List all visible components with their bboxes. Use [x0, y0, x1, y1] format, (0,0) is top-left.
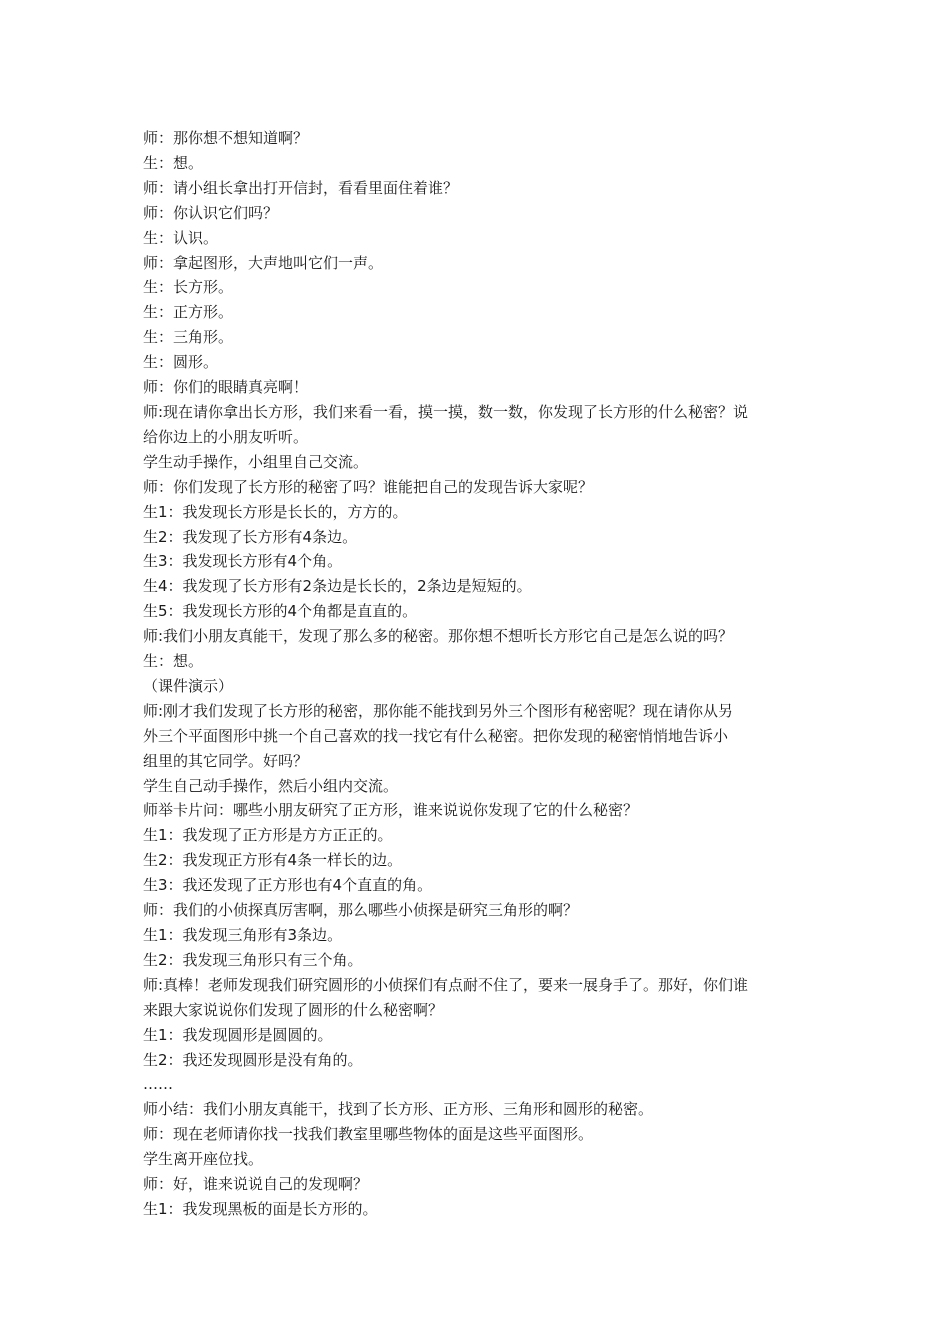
text-line: 生1：我发现圆形是圆圆的。: [143, 1025, 333, 1044]
text-line: 外三个平面图形中挑一个自己喜欢的找一找它有什么秘密。把你发现的秘密悄悄地告诉小: [143, 726, 729, 745]
text-line: 师：好，谁来说说自己的发现啊？: [143, 1175, 369, 1194]
text-line: 师举卡片问：哪些小朋友研究了正方形，谁来说说你发现了它的什么秘密？: [143, 801, 639, 820]
text-line: 师：拿起图形，大声地叫它们一声。: [143, 253, 384, 272]
text-line: 师:我们小朋友真能干，发现了那么多的秘密。那你想不想听长方形它自己是怎么说的吗？: [143, 627, 734, 646]
text-line: 生4：我发现了长方形有2条边是长长的，2条边是短短的。: [143, 577, 532, 596]
text-line: 给你边上的小朋友听听。: [143, 427, 309, 446]
text-line: 师小结：我们小朋友真能干，找到了长方形、正方形、三角形和圆形的秘密。: [143, 1100, 654, 1119]
text-line: 生：圆形。: [143, 353, 219, 372]
text-line: 生1：我发现长方形是长长的，方方的。: [143, 502, 408, 521]
text-line: ……: [143, 1075, 173, 1094]
text-line: 师:真棒！老师发现我们研究圆形的小侦探们有点耐不住了，要来一展身手了。那好，你们谁: [143, 975, 749, 994]
text-line: 学生自己动手操作，然后小组内交流。: [143, 776, 399, 795]
text-line: 师：我们的小侦探真厉害啊，那么哪些小侦探是研究三角形的啊？: [143, 901, 579, 920]
text-line: 学生离开座位找。: [143, 1150, 264, 1169]
text-line: 生3：我发现长方形有4个角。: [143, 552, 343, 571]
text-line: 生3：我还发现了正方形也有4个直直的角。: [143, 876, 433, 895]
text-line: 师：那你想不想知道啊？: [143, 129, 309, 147]
text-line: 生：认识。: [143, 228, 219, 247]
text-line: 生5：我发现长方形的4个角都是直直的。: [143, 602, 418, 621]
text-line: 生：想。: [143, 652, 204, 671]
text-line: 学生动手操作，小组里自己交流。: [143, 452, 369, 471]
document-body: [143, 126, 823, 1222]
text-line: 生2：我还发现圆形是没有角的。: [143, 1050, 363, 1069]
text-line: 师:现在请你拿出长方形，我们来看一看，摸一摸，数一数，你发现了长方形的什么秘密？说: [143, 402, 749, 421]
text-line: 生：长方形。: [143, 278, 234, 297]
text-line: （课件演示）: [143, 676, 234, 695]
text-line: 组里的其它同学。好吗？: [143, 751, 309, 770]
text-line: 师：现在老师请你找一找我们教室里哪些物体的面是这些平面图形。: [143, 1125, 594, 1144]
text-line: 生2：我发现三角形只有三个角。: [143, 950, 363, 969]
text-line: 生1：我发现了正方形是方方正正的。: [143, 826, 393, 845]
text-line: 师:刚才我们发现了长方形的秘密，那你能不能找到另外三个图形有秘密呢？现在请你从另: [143, 701, 734, 720]
text-line: 师：你们发现了长方形的秘密了吗？谁能把自己的发现告诉大家呢？: [143, 477, 594, 496]
text-line: 师：你认识它们吗？: [143, 203, 279, 222]
text-line: 来跟大家说说你们发现了圆形的什么秘密啊？: [143, 1000, 444, 1019]
text-line: 师：请小组长拿出打开信封，看看里面住着谁？: [143, 178, 459, 197]
text-line: 生：三角形。: [143, 328, 234, 347]
text-line: 生2：我发现了长方形有4条边。: [143, 527, 358, 546]
text-line: 生2：我发现正方形有4条一样长的边。: [143, 851, 403, 870]
text-line: 生：想。: [143, 153, 204, 172]
text-line: 师：你们的眼睛真亮啊！: [143, 378, 309, 397]
text-line: 生：正方形。: [143, 303, 234, 322]
text-line: 生1：我发现三角形有3条边。: [143, 926, 343, 944]
text-line: 生1：我发现黑板的面是长方形的。: [143, 1199, 378, 1218]
